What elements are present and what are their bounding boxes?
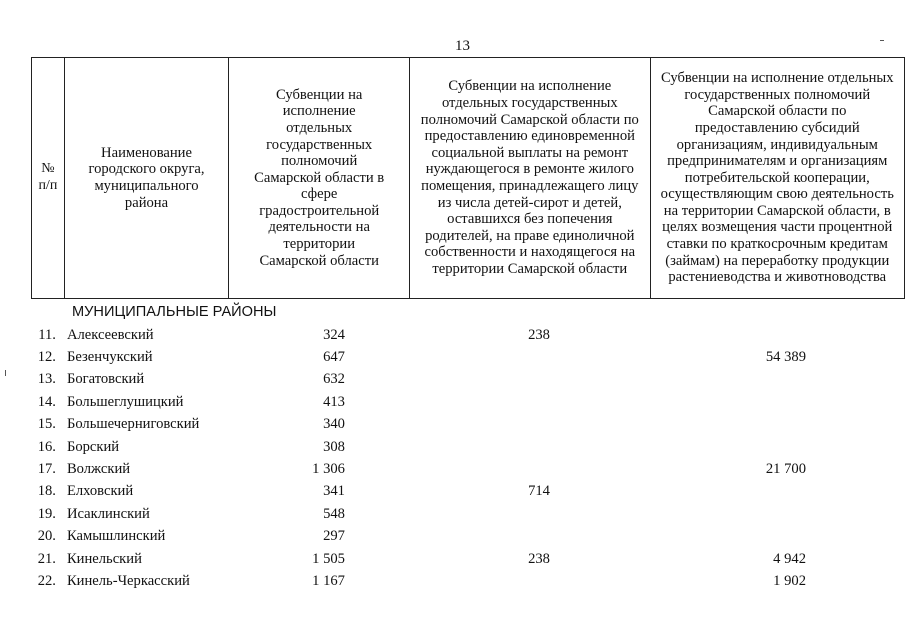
table-row xyxy=(31,570,905,592)
row-number: 11. xyxy=(38,326,56,343)
subvention-urban-planning: 1 167 xyxy=(312,572,345,589)
subvention-urban-planning: 340 xyxy=(323,416,345,433)
subvention-interest-compensation: 21 700 xyxy=(765,461,806,478)
header-num: № п/п xyxy=(32,58,65,299)
subvention-social-payment xyxy=(409,391,650,413)
table-row xyxy=(31,391,905,413)
table-row xyxy=(31,346,905,368)
subvention-urban-planning: 632 xyxy=(323,371,345,388)
row-number: 22. xyxy=(37,572,56,589)
subvention-interest-compensation: 4 942 xyxy=(773,550,806,567)
subvention-interest-compensation xyxy=(650,526,905,548)
table-row xyxy=(31,526,905,548)
district-name: Кинель-Черкасский xyxy=(66,572,190,589)
subvention-social-payment xyxy=(409,414,650,436)
district-name: Исаклинский xyxy=(66,505,150,522)
header-name: Наименование городского округа, муниципального района xyxy=(64,58,229,299)
table-row xyxy=(31,436,905,458)
subvention-social-payment xyxy=(409,369,650,391)
row-number: 17. xyxy=(37,461,56,478)
subvention-interest-compensation: 1 902 xyxy=(773,572,806,589)
header-subv2: Субвенции на исполнение отдельных государственных полномочий Самарской области по предоставлению единовременной социальной выплаты на ремонт нуждающегося в ремонте жилого помещения, принадлежащего лицу из числа детей-сирот и детей, оставшихся без попечения родителей, на праве единоличной собственности и находящегося на территории Самарской области xyxy=(410,58,650,299)
header-subv3: Субвенции на исполнение отдельных государственных полномочий Самарской области по предоставлению субсидий организациям, индивидуальным предпринимателям и организациям потребительской кооперации, осуществляющим свою деятельность на территории Самарской области, в целях возмещения части процентной ставки по краткосрочным кредитам (займам) на переработку продукции растениеводства и животноводства xyxy=(650,58,904,299)
subvention-interest-compensation: 54 389 xyxy=(765,349,806,366)
table-header xyxy=(31,57,905,299)
subvention-social-payment xyxy=(409,570,650,592)
district-name: Елховский xyxy=(66,483,134,500)
row-number: 16. xyxy=(37,438,56,455)
row-number: 18. xyxy=(37,483,56,500)
subvention-interest-compensation xyxy=(650,503,905,525)
subvention-social-payment: 238 xyxy=(528,550,550,567)
subvention-urban-planning: 548 xyxy=(323,505,345,522)
subvention-interest-compensation xyxy=(650,324,905,346)
subvention-social-payment xyxy=(409,503,650,525)
header-subv1: Субвенции на исполнение отдельных государственных полномочий Самарской области в сфере градостроительной деятельности на территории Самарской области xyxy=(229,58,410,299)
table-row xyxy=(31,414,905,436)
table-row xyxy=(31,503,905,525)
subvention-social-payment: 714 xyxy=(528,483,550,500)
subvention-social-payment xyxy=(409,346,650,368)
subvention-urban-planning: 308 xyxy=(323,438,345,455)
subvention-social-payment xyxy=(409,458,650,480)
subvention-interest-compensation xyxy=(650,414,905,436)
district-name: Большечерниговский xyxy=(66,416,200,433)
subvention-urban-planning: 413 xyxy=(323,393,345,410)
district-name: Кинельский xyxy=(66,550,142,567)
subvention-social-payment xyxy=(409,526,650,548)
section-title-row xyxy=(31,300,905,324)
row-number: 19. xyxy=(37,505,56,522)
subvention-interest-compensation xyxy=(650,436,905,458)
table-row xyxy=(31,369,905,391)
district-name: Волжский xyxy=(66,461,131,478)
subvention-interest-compensation xyxy=(650,481,905,503)
header-row xyxy=(32,58,905,299)
subvention-social-payment xyxy=(409,436,650,458)
subvention-urban-planning: 341 xyxy=(323,483,345,500)
district-name: Алексеевский xyxy=(66,326,154,343)
subvention-urban-planning: 1 505 xyxy=(312,550,345,567)
page-number: 13 xyxy=(455,38,470,54)
row-number: 13. xyxy=(37,371,56,388)
subvention-urban-planning: 297 xyxy=(323,528,345,545)
row-number: 15. xyxy=(37,416,56,433)
subvention-urban-planning: 647 xyxy=(323,349,345,366)
district-name: Большеглушицкий xyxy=(66,393,184,410)
district-name: Камышлинский xyxy=(66,528,166,545)
table-body xyxy=(31,300,905,593)
subvention-interest-compensation xyxy=(650,369,905,391)
row-number: 20. xyxy=(37,528,56,545)
table-row xyxy=(31,548,905,570)
subvention-urban-planning: 1 306 xyxy=(312,461,345,478)
row-number: 12. xyxy=(37,349,56,366)
subvention-interest-compensation xyxy=(650,391,905,413)
margin-tick xyxy=(880,40,884,41)
section-title: МУНИЦИПАЛЬНЫЕ РАЙОНЫ xyxy=(72,304,277,320)
row-number: 14. xyxy=(37,393,56,410)
row-number: 21. xyxy=(37,550,56,567)
subvention-social-payment: 238 xyxy=(528,326,550,343)
subvention-urban-planning: 324 xyxy=(323,326,345,343)
district-name: Богатовский xyxy=(66,371,145,388)
margin-tick xyxy=(5,370,6,376)
table-row xyxy=(31,324,905,346)
table-row xyxy=(31,481,905,503)
table-row xyxy=(31,458,905,480)
district-name: Борский xyxy=(66,438,120,455)
district-name: Безенчукский xyxy=(66,349,153,366)
